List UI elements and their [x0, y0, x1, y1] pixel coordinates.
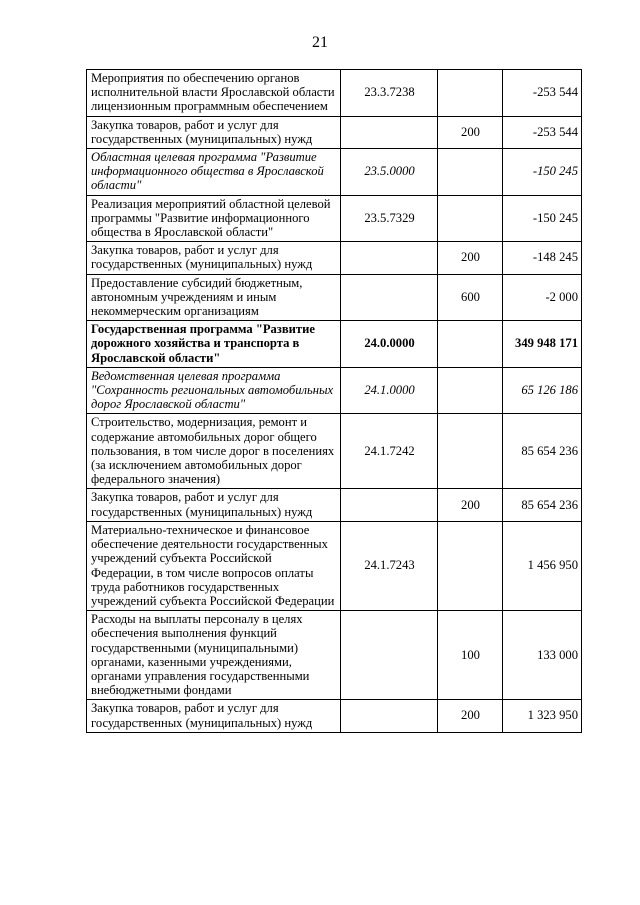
- row-type-cell: [438, 149, 503, 196]
- row-amount-cell: 1 323 950: [503, 700, 582, 732]
- row-name-cell: Закупка товаров, работ и услуг для государственных (муниципальных) нужд: [87, 242, 341, 274]
- row-code-cell: [341, 611, 438, 700]
- row-name-cell: Реализация мероприятий областной целевой программы "Развитие информационного общества в Ярославской области": [87, 195, 341, 242]
- page-number: 21: [312, 34, 328, 51]
- row-name-cell: Областная целевая программа "Развитие информационного общества в Ярославской области": [87, 149, 341, 196]
- row-code-cell: 23.5.0000: [341, 149, 438, 196]
- row-name-cell: Материально-техническое и финансовое обеспечение деятельности государственных учреждений субъекта Российской Федерации, в том числе вопросов оплаты труда работников государственных учреждений субъекта Российской Федерации: [87, 521, 341, 610]
- table-row: [87, 116, 582, 148]
- row-type-cell: [438, 367, 503, 414]
- row-name-cell: Предоставление субсидий бюджетным, автономным учреждениям и иным некоммерческим организациям: [87, 274, 341, 321]
- row-name-cell: Закупка товаров, работ и услуг для государственных (муниципальных) нужд: [87, 700, 341, 732]
- row-type-cell: 100: [438, 611, 503, 700]
- row-type-cell: 600: [438, 274, 503, 321]
- row-code-cell: 23.5.7329: [341, 195, 438, 242]
- row-amount-cell: 85 654 236: [503, 489, 582, 521]
- row-code-cell: [341, 274, 438, 321]
- row-amount-cell: 85 654 236: [503, 414, 582, 489]
- row-code-cell: 24.1.0000: [341, 367, 438, 414]
- row-amount-cell: 349 948 171: [503, 321, 582, 368]
- table-row: [87, 521, 582, 610]
- table-row: [87, 321, 582, 368]
- row-code-cell: 24.1.7242: [341, 414, 438, 489]
- row-name-cell: Ведомственная целевая программа "Сохранность региональных автомобильных дорог Ярославской области": [87, 367, 341, 414]
- row-code-cell: [341, 489, 438, 521]
- row-amount-cell: -253 544: [503, 70, 582, 117]
- row-type-cell: 200: [438, 700, 503, 732]
- row-name-cell: Закупка товаров, работ и услуг для государственных (муниципальных) нужд: [87, 116, 341, 148]
- table-row: [87, 70, 582, 117]
- table-row: [87, 242, 582, 274]
- row-amount-cell: 65 126 186: [503, 367, 582, 414]
- row-code-cell: [341, 116, 438, 148]
- table-row: [87, 149, 582, 196]
- row-code-cell: 23.3.7238: [341, 70, 438, 117]
- row-type-cell: [438, 70, 503, 117]
- row-code-cell: 24.0.0000: [341, 321, 438, 368]
- row-name-cell: Расходы на выплаты персоналу в целях обеспечения выполнения функций государственными (муниципальными) органами, казенными учреждениями, органами управления государственными внебюджетными фондами: [87, 611, 341, 700]
- row-code-cell: [341, 242, 438, 274]
- row-type-cell: [438, 321, 503, 368]
- row-name-cell: Мероприятия по обеспечению органов исполнительной власти Ярославской области лицензионным программным обеспечением: [87, 70, 341, 117]
- row-code-cell: 24.1.7243: [341, 521, 438, 610]
- table-row: [87, 195, 582, 242]
- row-type-cell: [438, 195, 503, 242]
- row-amount-cell: -2 000: [503, 274, 582, 321]
- row-type-cell: 200: [438, 116, 503, 148]
- row-name-cell: Государственная программа "Развитие дорожного хозяйства и транспорта в Ярославской области": [87, 321, 341, 368]
- table-row: [87, 367, 582, 414]
- row-amount-cell: -253 544: [503, 116, 582, 148]
- row-name-cell: Строительство, модернизация, ремонт и содержание автомобильных дорог общего пользования, в том числе дорог в поселениях (за исключением автомобильных дорог федерального значения): [87, 414, 341, 489]
- table-row: [87, 274, 582, 321]
- row-amount-cell: -150 245: [503, 149, 582, 196]
- row-amount-cell: -150 245: [503, 195, 582, 242]
- row-type-cell: [438, 414, 503, 489]
- table-row: [87, 611, 582, 700]
- table-row: [87, 700, 582, 732]
- row-type-cell: [438, 521, 503, 610]
- row-amount-cell: 133 000: [503, 611, 582, 700]
- row-amount-cell: 1 456 950: [503, 521, 582, 610]
- budget-table: [86, 69, 582, 733]
- budget-table-body: [87, 70, 582, 733]
- row-name-cell: Закупка товаров, работ и услуг для государственных (муниципальных) нужд: [87, 489, 341, 521]
- row-type-cell: 200: [438, 489, 503, 521]
- row-code-cell: [341, 700, 438, 732]
- row-amount-cell: -148 245: [503, 242, 582, 274]
- row-type-cell: 200: [438, 242, 503, 274]
- table-row: [87, 489, 582, 521]
- table-row: [87, 414, 582, 489]
